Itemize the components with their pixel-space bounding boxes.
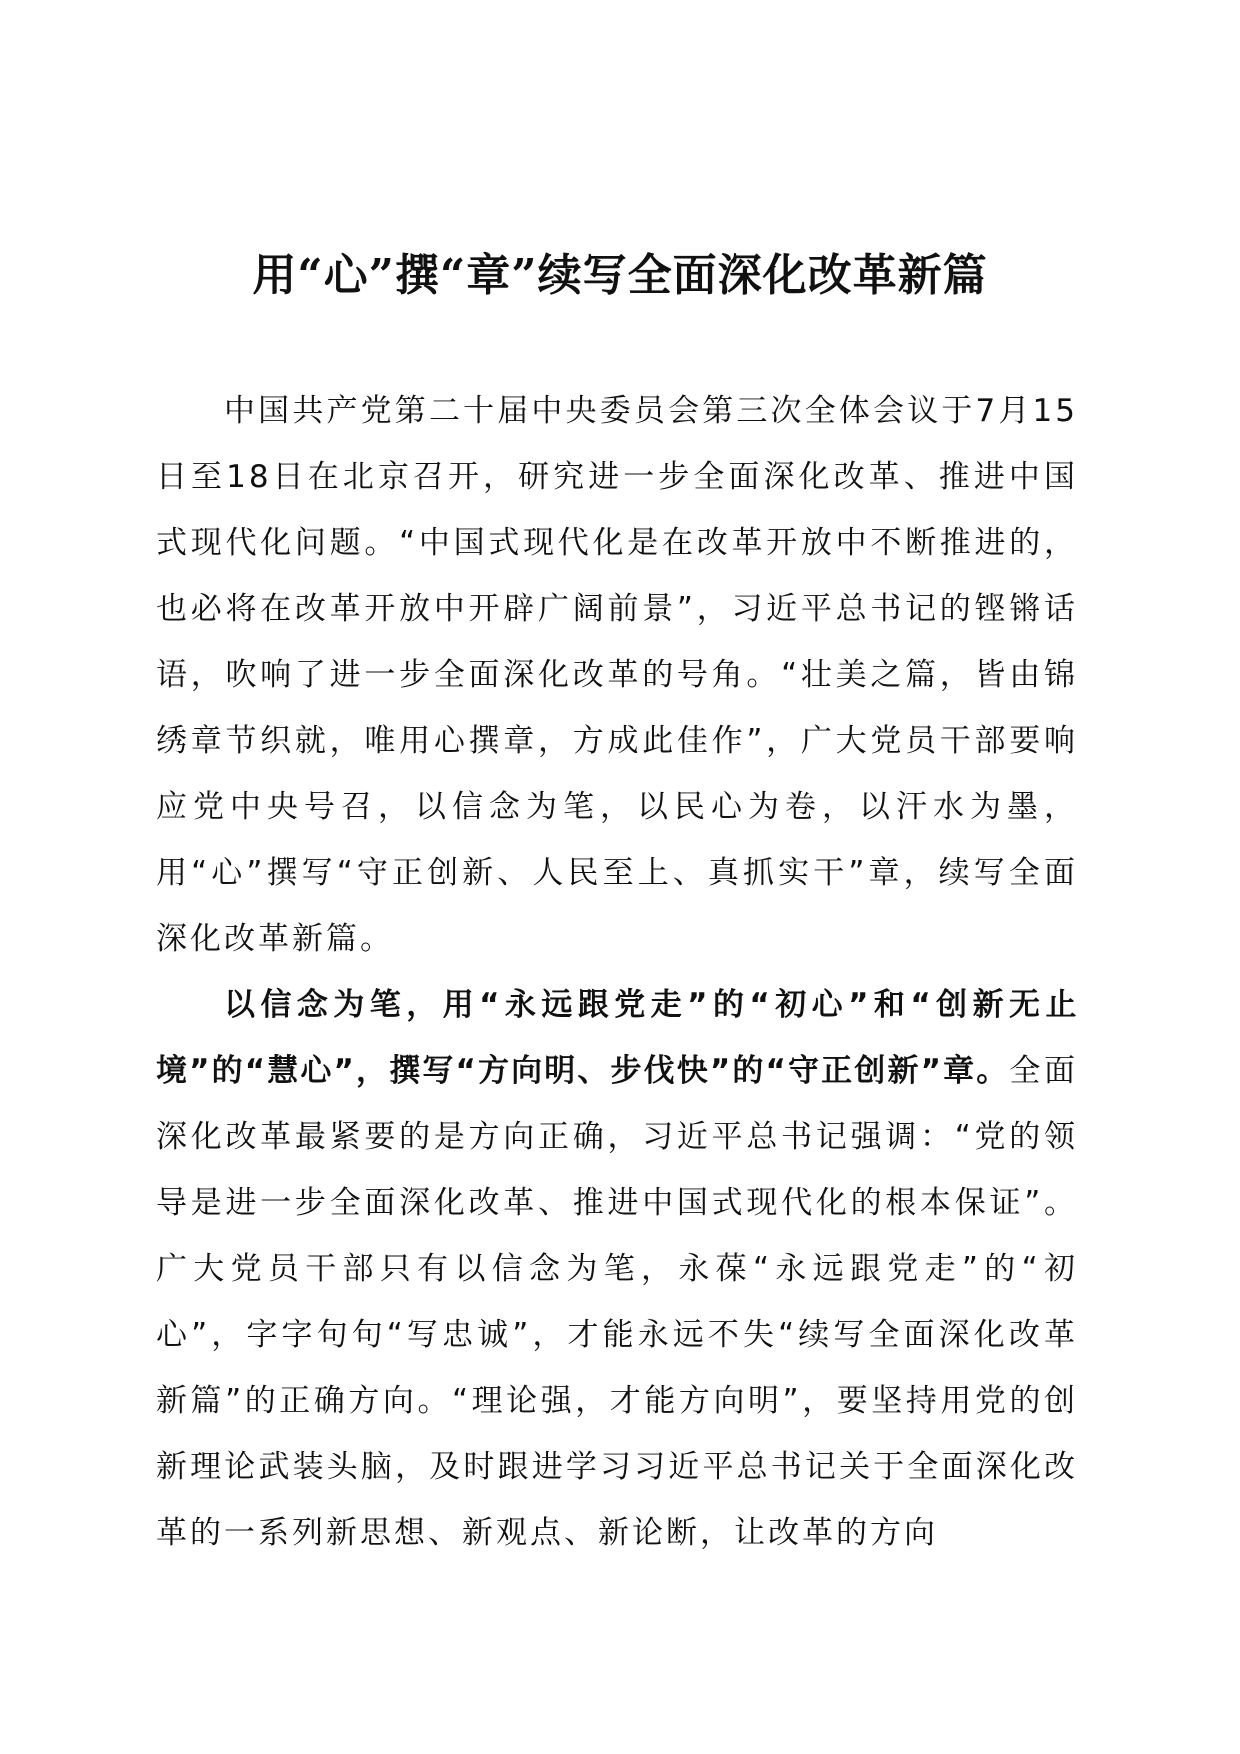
- document-body: [156, 378, 1078, 1566]
- paragraph-2-text: 全面深化改革最紧要的是方向正确，习近平总书记强调：“党的领导是进一步全面深化改革、推进中国式现代化的根本保证”。广大党员干部只有以信念为笔，永葆“永远跟党走”的“初心”，字字句句“写忠诚”，才能永远不失“续写全面深化改革新篇”的正确方向。“理论强，才能方向明”，要坚持用党的创新理论武装头脑，及时跟进学习习近平总书记关于全面深化改革的一系列新思想、新观点、新论断，让改革的方向: [156, 1053, 1078, 1551]
- document-title: 用“心”撰“章”续写全面深化改革新篇: [252, 250, 988, 301]
- paragraph-1: [156, 378, 1078, 972]
- paragraph-2-lead: 以信念为笔，用“永远跟党走”的“初心”和“创新无止境”的“慧心”，撰写“方向明、步伐快”的“守正创新”章。: [156, 987, 1078, 1089]
- paragraph-1-text: 中国共产党第二十届中央委员会第三次全体会议于7月15日至18日在北京召开，研究进一步全面深化改革、推进中国式现代化问题。“中国式现代化是在改革开放中不断推进的，也必将在改革开放中开辟广阔前景”，习近平总书记的铿锵话语，吹响了进一步全面深化改革的号角。“壮美之篇，皆由锦绣章节织就，唯用心撰章，方成此佳作”，广大党员干部要响应党中央号召，以信念为笔，以民心为卷，以汗水为墨，用“心”撰写“守正创新、人民至上、真抓实干”章，续写全面深化改革新篇。: [156, 393, 1078, 957]
- paragraph-2: [156, 972, 1078, 1566]
